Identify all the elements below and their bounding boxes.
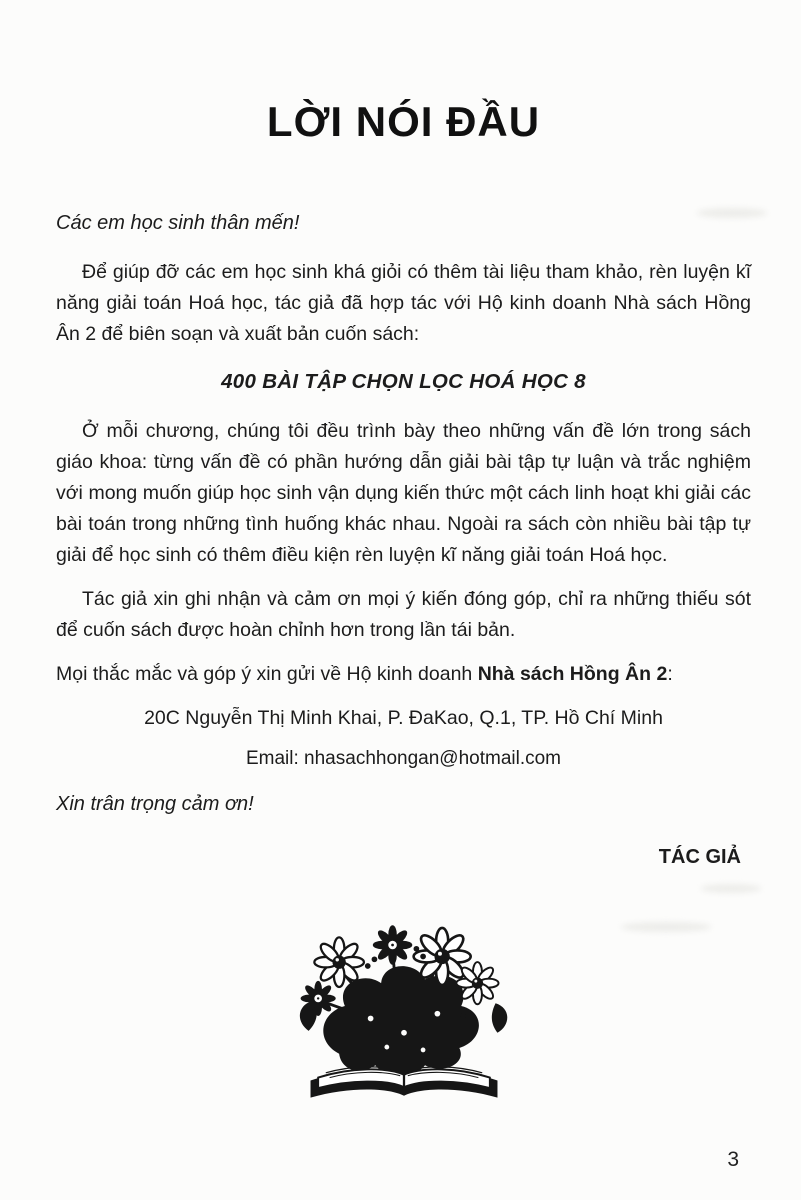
contact-text: Mọi thắc mắc và góp ý xin gửi về Hộ kinh doanh bbox=[56, 663, 478, 685]
salutation: Các em học sinh thân mến! bbox=[56, 212, 300, 234]
book-title: 400 BÀI TẬP CHỌN LỌC HOÁ HỌC 8 bbox=[221, 370, 586, 393]
email-line: Email: nhasachhongan@hotmail.com bbox=[245, 748, 561, 769]
address-line: 20C Nguyễn Thị Minh Khai, P. ĐaKao, Q.1, TP. Hồ Chí Minh bbox=[144, 707, 663, 729]
illustration-container bbox=[56, 915, 751, 1120]
contact-paragraph bbox=[56, 659, 751, 690]
closing-line: Xin trân trọng cảm ơn! bbox=[56, 793, 254, 815]
scan-artifact bbox=[621, 922, 711, 932]
page-title: LỜI NÓI ĐẦU bbox=[266, 98, 541, 145]
scan-artifact bbox=[697, 208, 767, 218]
author-signature: TÁC GIẢ bbox=[658, 846, 741, 868]
page-number: 3 bbox=[727, 1148, 739, 1171]
book-flowers-illustration bbox=[280, 915, 528, 1120]
body-paragraph-2: Tác giả xin ghi nhận và cảm ơn mọi ý kiến đóng góp, chỉ ra những thiếu sót để cuốn sách được hoàn chỉnh hơn trong lần tái bản. bbox=[56, 588, 751, 641]
publisher-name: Nhà sách Hồng Ân 2 bbox=[477, 663, 668, 685]
body-paragraph-1: Ở mỗi chương, chúng tôi đều trình bày theo những vấn đề lớn trong sách giáo khoa: từng vấn đề có phần hướng dẫn giải bài tập tự luận và trắc nghiệm với mong muốn giúp học sinh vận dụng kiến thức một cách linh hoạt khi giải các bài toán trong những tình huống khác nhau. Ngoài ra sách còn nhiều bài tập tự giải để học sinh có thêm điều kiện rèn luyện kĩ năng giải toán Hoá học. bbox=[56, 420, 751, 566]
intro-paragraph: Để giúp đỡ các em học sinh khá giỏi có thêm tài liệu tham khảo, rèn luyện kĩ năng giải toán Hoá học, tác giả đã hợp tác với Hộ kinh doanh Nhà sách Hồng Ân 2 để biên soạn và xuất bản cuốn sách: bbox=[56, 261, 751, 345]
contact-colon: : bbox=[667, 663, 673, 685]
scan-artifact bbox=[701, 884, 761, 893]
